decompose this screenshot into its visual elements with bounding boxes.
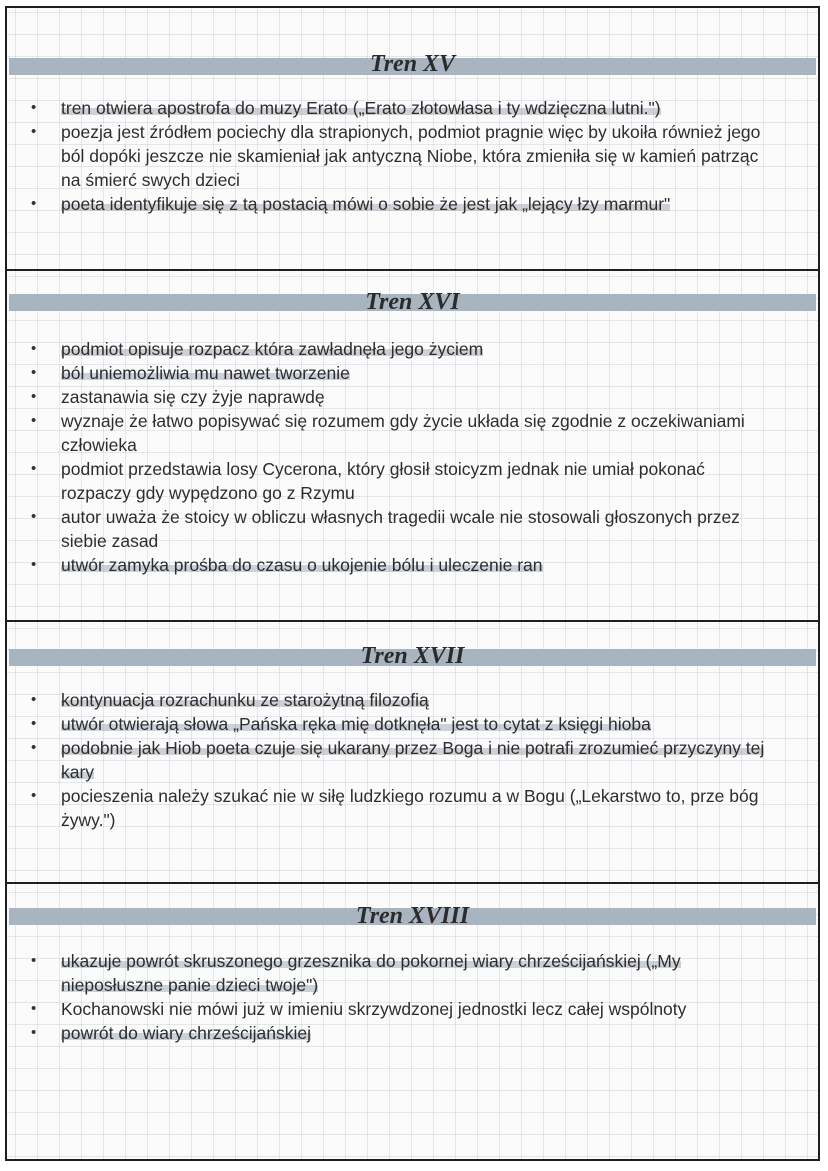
bullet-list (31, 96, 778, 216)
section-tren-xv (7, 8, 818, 270)
list-item-text: zastanawia się czy żyje naprawdę (61, 387, 325, 407)
list-item-text: ukazuje powrót skruszonego grzesznika do pokornej wiary chrześcijańskiej („My nieposłuszne panie dzieci twoje") (61, 951, 681, 995)
list-item (31, 337, 778, 361)
list-item (31, 553, 778, 577)
list-item-text: utwór zamyka prośba do czasu o ukojenie bólu i uleczenie ran (61, 555, 543, 575)
bullet-list (31, 688, 778, 832)
list-item-text: podmiot przedstawia losy Cycerona, który głosił stoicyzm jednak nie umiał pokonać rozpaczy gdy wypędzono go z Rzymu (61, 459, 705, 503)
list-item (31, 409, 778, 457)
list-item-text: pocieszenia należy szukać nie w siłę ludzkiego rozumu a w Bogu („Lekarstwo to, prze bóg żywy.") (61, 786, 759, 830)
list-item (31, 457, 778, 505)
section-title: Tren XV (369, 51, 456, 77)
list-item (31, 736, 778, 784)
list-item (31, 505, 778, 553)
list-item (31, 712, 778, 736)
section-tren-xvii (7, 622, 818, 884)
section-title: Tren XVII (360, 643, 465, 669)
list-item-text: ból uniemożliwia mu nawet tworzenie (61, 363, 350, 383)
bullet-list (31, 949, 778, 1045)
list-item (31, 1021, 778, 1045)
list-item (31, 361, 778, 385)
list-item (31, 192, 778, 216)
list-item (31, 120, 778, 192)
list-item-text: podmiot opisuje rozpacz która zawładnęła jego życiem (61, 339, 484, 359)
list-item-text: autor uważa że stoicy w obliczu własnych tragedii wcale nie stosowali głoszonych przez siebie zasad (61, 507, 740, 551)
list-item (31, 949, 778, 997)
list-item-text: tren otwiera apostrofa do muzy Erato („Erato złotowłasa i ty wdzięczna lutni.") (61, 98, 661, 118)
list-item (31, 997, 778, 1021)
section-tren-xviii (7, 884, 818, 1159)
list-item-text: Kochanowski nie mówi już w imieniu skrzywdzonej jednostki lecz całej wspólnoty (61, 999, 687, 1019)
list-item-text: kontynuacja rozrachunku ze starożytną filozofią (61, 690, 429, 710)
list-item (31, 385, 778, 409)
list-item (31, 96, 778, 120)
list-item (31, 784, 778, 832)
list-item-text: poezja jest źródłem pociechy dla strapionych, podmiot pragnie więc by ukoiła również jego ból dopóki jeszcze nie skamieniał jak antyczną Niobe, która zmieniła się w kamień patrząc na śmierć swych dzieci (61, 122, 761, 190)
notes-page (5, 6, 820, 1161)
bullet-list (31, 337, 778, 577)
section-title: Tren XVI (365, 289, 460, 315)
list-item-text: poeta identyfikuje się z tą postacią mówi o sobie że jest jak „lejący łzy marmur" (61, 194, 671, 214)
list-item-text: utwór otwierają słowa „Pańska ręka mię dotknęła" jest to cytat z księgi hioba (61, 714, 651, 734)
section-tren-xvi (7, 271, 818, 621)
list-item (31, 688, 778, 712)
list-item-text: wyznaje że łatwo popisywać się rozumem gdy życie układa się zgodnie z oczekiwaniami człowieka (61, 411, 745, 455)
list-item-text: podobnie jak Hiob poeta czuje się ukarany przez Boga i nie potrafi zrozumieć przyczyny tej kary (61, 738, 765, 782)
section-title: Tren XVIII (355, 903, 470, 929)
list-item-text: powrót do wiary chrześcijańskiej (61, 1023, 311, 1043)
